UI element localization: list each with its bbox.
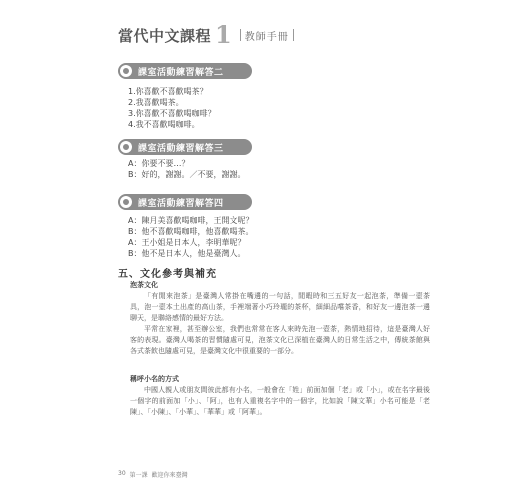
- subheading-tea-culture: 泡茶文化: [130, 281, 158, 289]
- page-footer: [118, 470, 188, 479]
- book-title: 當代中文課程: [118, 26, 212, 45]
- section-title: 課室活動練習解答四: [138, 198, 224, 209]
- list-item: 3.你喜歡不喜歡喝咖啡？: [128, 109, 216, 118]
- paragraph: 中國人親人或朋友間彼此都有小名，一般會在「姓」前面加個「老」或「小」，或在名字最後一個字的前面加「小」、「阿」，也有人重複名字中的一個字，比如說「陳文華」小名可能是「老陳」、「小陳」、「小華」、「華華」或「阿華」。: [130, 386, 430, 416]
- list-item: B：好的，謝謝。／不要，謝謝。: [128, 170, 246, 179]
- list-item: 1.你喜歡不喜歡喝茶？: [128, 87, 208, 96]
- paragraph: 平常在家裡，甚至辦公室，我們也常常在客人來時先泡一壺茶，熱情地招待，這是臺灣人好客的表現。臺灣人喝茶的習慣隨處可見，泡茶文化已深植在臺灣人的日常生活之中，傳統茶館與各式茶飲也隨處可見，是臺灣文化中很重要的一部分。: [130, 325, 430, 355]
- bullet-icon: [120, 65, 132, 77]
- section-heading-answer-2: [118, 63, 252, 79]
- page-number: 30: [118, 470, 126, 477]
- answer-list-3: [128, 158, 246, 180]
- list-item: B：他不是日本人，他是臺灣人。: [128, 249, 246, 258]
- lesson-title: 歡迎你來臺灣: [151, 472, 188, 479]
- bullet-icon: [120, 141, 132, 153]
- lesson-number: 第一課: [129, 472, 148, 479]
- answer-list-4: [128, 215, 254, 259]
- list-item: A：你要不要…？: [128, 159, 190, 168]
- volume-number: 1: [215, 20, 232, 49]
- list-item: B：他不喜歡喝咖啡，他喜歡喝茶。: [128, 227, 254, 236]
- header-divider-end: [293, 29, 294, 41]
- list-item: 2.我喜歡喝茶。: [128, 98, 184, 107]
- list-item: A：陳月美喜歡喝咖啡，王開文呢？: [128, 216, 254, 225]
- culture-heading: 五、文化參考與補充: [118, 269, 217, 280]
- list-item: A：王小姐是日本人，李明華呢？: [128, 238, 246, 247]
- paragraph: 「有閒來泡茶」是臺灣人常掛在嘴邊的一句話，閒暇時和三五好友一起泡茶，準備一壺茶具，泡一壺本土出產的高山茶，手裡端著小巧玲瓏的茶杯，細細品嚐茶香，和好友一邊泡茶一邊聊天，是聯絡感情的最好方法。: [130, 292, 430, 322]
- answer-list-2: [128, 86, 216, 130]
- section-title: 課室活動練習解答三: [138, 143, 224, 154]
- book-subtitle: 教師手冊: [244, 31, 289, 43]
- section-title: 課室活動練習解答二: [138, 67, 224, 78]
- section-heading-answer-4: [118, 194, 252, 210]
- list-item: 4.我不喜歡喝咖啡。: [128, 120, 200, 129]
- page-header: [118, 22, 298, 48]
- header-divider: [240, 29, 241, 41]
- subheading-nicknames: 稱呼小名的方式: [130, 375, 179, 383]
- section-heading-answer-3: [118, 139, 252, 155]
- bullet-icon: [120, 196, 132, 208]
